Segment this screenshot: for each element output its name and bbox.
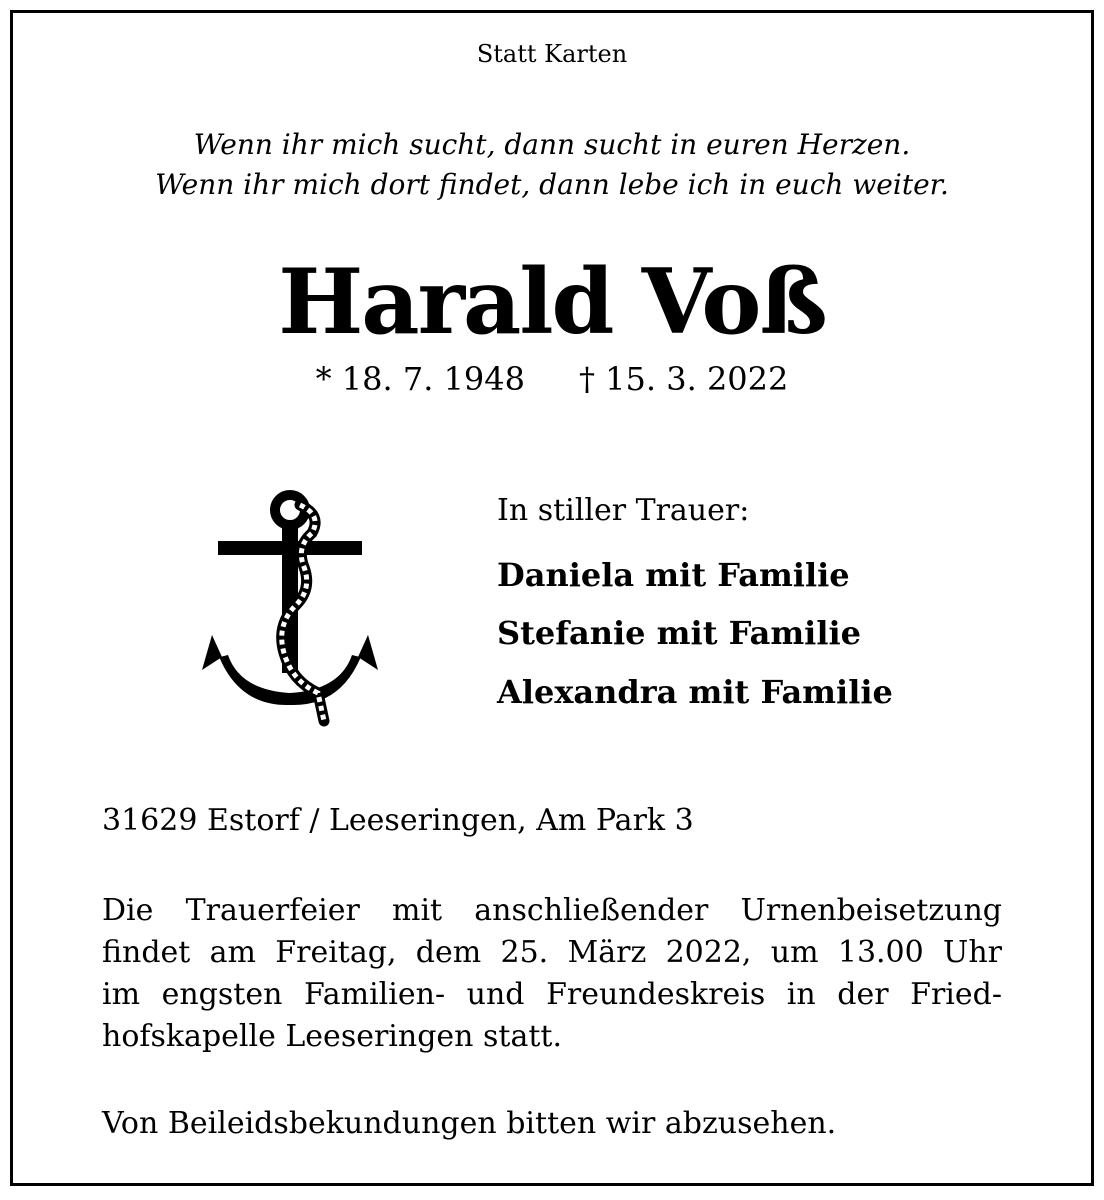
memorial-quote <box>0 125 1104 205</box>
anchor-icon <box>200 485 380 730</box>
family-2: Stefanie mit Familie <box>497 614 861 652</box>
ceremony-paragraph <box>102 890 1002 1058</box>
death-date: † 15. 3. 2022 <box>579 360 789 398</box>
quote-line-1: Wenn ihr mich sucht, dann sucht in euren Herzen. <box>193 128 911 161</box>
condolence-note: Von Beileidsbekundungen bitten wir abzusehen. <box>102 1106 837 1141</box>
deceased-name: Harald Voß <box>278 249 826 355</box>
family-1: Daniela mit Familie <box>497 556 850 594</box>
ceremony-line-2: findet am Freitag, dem 25. März 2022, um 13.00 Uhr <box>102 935 1002 970</box>
life-dates <box>0 360 1104 398</box>
statt-karten-label: Statt Karten <box>476 40 628 68</box>
ceremony-line-4: hofskapelle Leeseringen statt. <box>102 1019 563 1054</box>
address: 31629 Estorf / Leeseringen, Am Park 3 <box>102 803 694 838</box>
quote-line-2: Wenn ihr mich dort findet, dann lebe ich in euch weiter. <box>155 168 949 201</box>
birth-date: * 18. 7. 1948 <box>315 360 525 398</box>
family-3: Alexandra mit Familie <box>497 673 893 711</box>
ceremony-line-1: Die Trauerfeier mit anschließender Urnenbeisetzung <box>102 893 1002 928</box>
ceremony-line-3: im engsten Familien- und Freundeskreis in der Fried- <box>102 977 1002 1012</box>
mourning-heading: In stiller Trauer: <box>497 493 750 528</box>
